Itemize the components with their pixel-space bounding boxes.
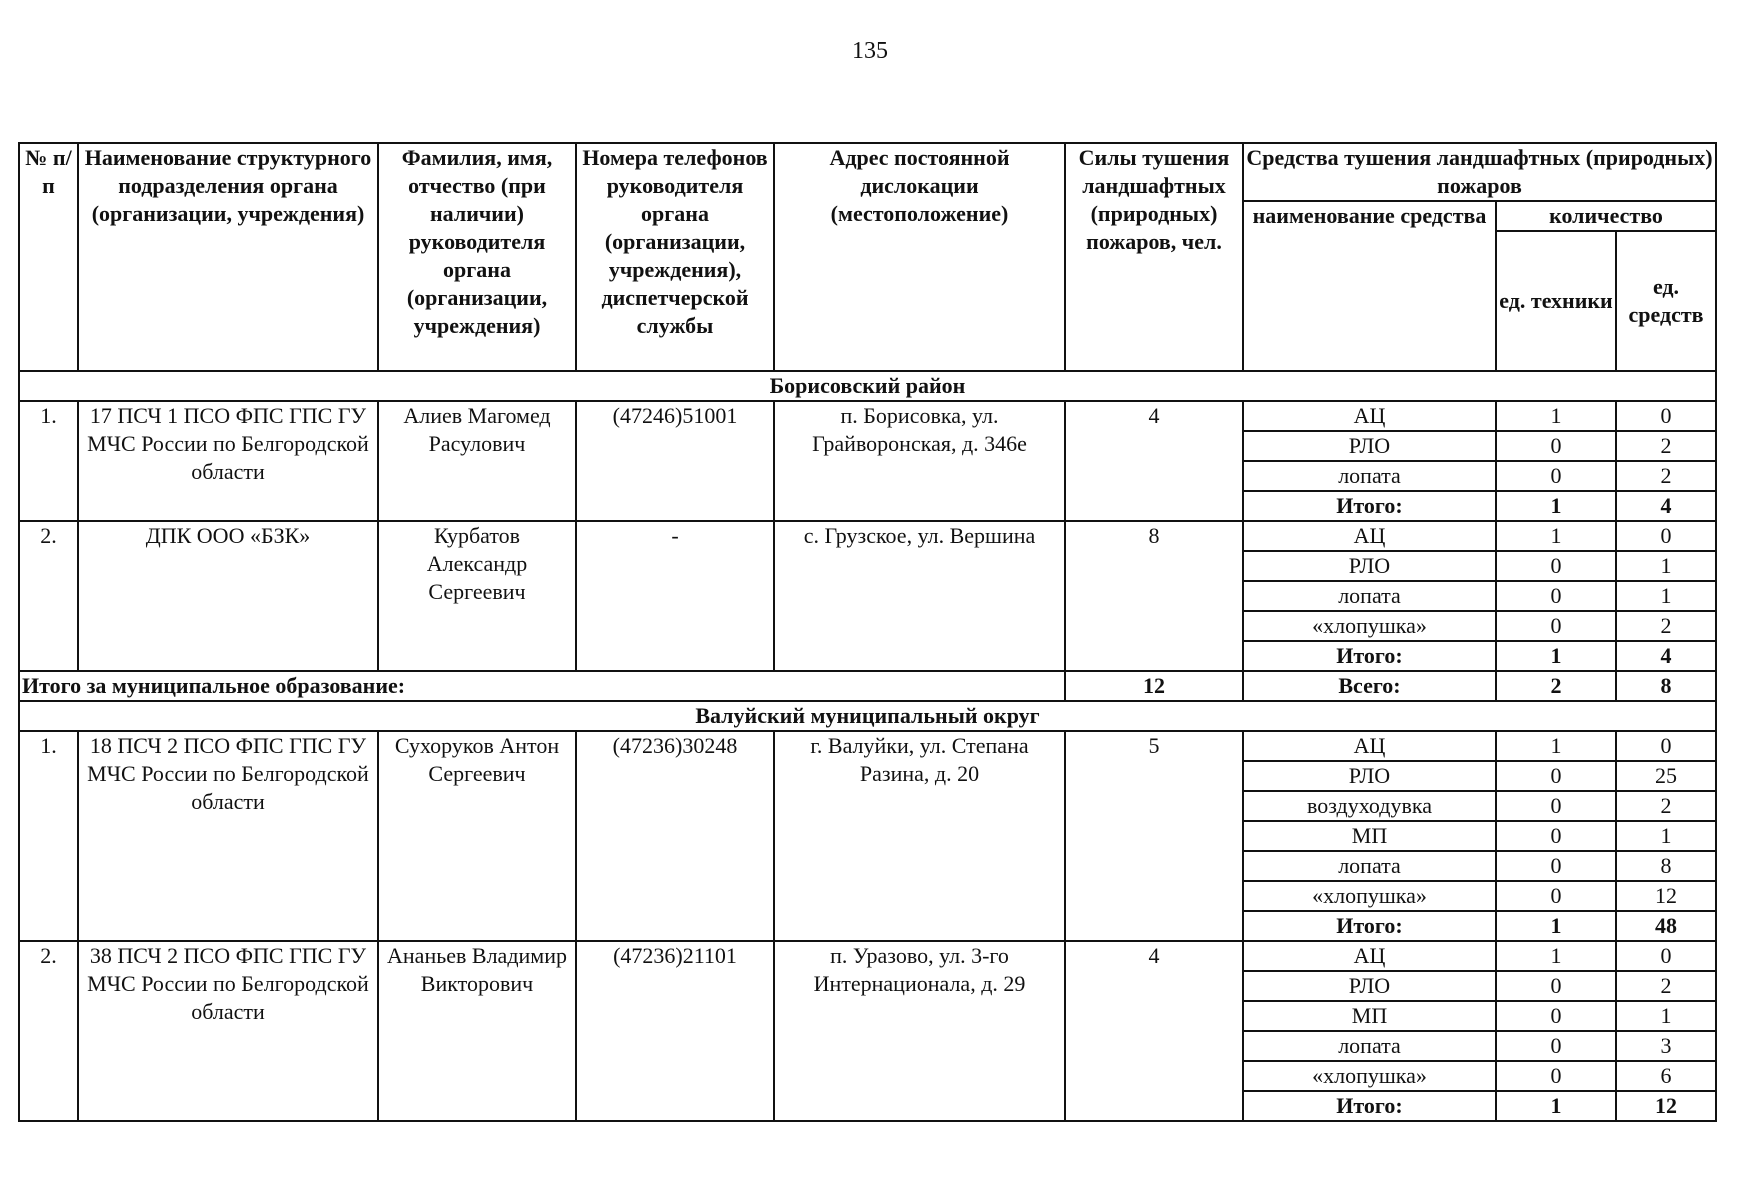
item-tech: 0 <box>1496 821 1616 851</box>
item-name: АЦ <box>1243 941 1496 971</box>
summary-means: 8 <box>1616 671 1716 701</box>
item-means: 8 <box>1616 851 1716 881</box>
entry-total-means: 4 <box>1616 491 1716 521</box>
entry-num: 1. <box>19 731 78 941</box>
item-name: АЦ <box>1243 731 1496 761</box>
entry-forces: 4 <box>1065 941 1243 1121</box>
item-name: АЦ <box>1243 401 1496 431</box>
item-means: 6 <box>1616 1061 1716 1091</box>
entry-total-tech: 1 <box>1496 491 1616 521</box>
header-address: Адрес постоянной дислокации (местоположение) <box>774 143 1065 371</box>
item-name: лопата <box>1243 581 1496 611</box>
item-means: 0 <box>1616 941 1716 971</box>
item-name: РЛО <box>1243 971 1496 1001</box>
item-name: «хлопушка» <box>1243 881 1496 911</box>
item-tech: 0 <box>1496 1061 1616 1091</box>
item-means: 2 <box>1616 791 1716 821</box>
header-means: Средства тушения ландшафтных (природных) пожаров <box>1243 143 1716 201</box>
item-means: 3 <box>1616 1031 1716 1061</box>
item-tech: 0 <box>1496 851 1616 881</box>
entry-num: 1. <box>19 401 78 521</box>
item-name: МП <box>1243 1001 1496 1031</box>
section-title: Валуйский муниципальный округ <box>19 701 1716 731</box>
entry-total-label: Итого: <box>1243 491 1496 521</box>
entry-phone: (47246)51001 <box>576 401 774 521</box>
item-means: 1 <box>1616 581 1716 611</box>
item-tech: 0 <box>1496 431 1616 461</box>
item-name: воздуходувка <box>1243 791 1496 821</box>
entry-total-tech: 1 <box>1496 911 1616 941</box>
entry-head: Алиев Магомед Расулович <box>378 401 576 521</box>
item-tech: 0 <box>1496 1031 1616 1061</box>
header-quantity: количество <box>1496 201 1716 231</box>
item-tech: 0 <box>1496 881 1616 911</box>
item-means: 2 <box>1616 611 1716 641</box>
item-means: 25 <box>1616 761 1716 791</box>
item-tech: 1 <box>1496 521 1616 551</box>
entry-phone: - <box>576 521 774 671</box>
item-name: лопата <box>1243 1031 1496 1061</box>
header-num: № п/п <box>19 143 78 371</box>
entry-address: п. Уразово, ул. 3-го Интернационала, д. 29 <box>774 941 1065 1121</box>
item-name: лопата <box>1243 851 1496 881</box>
entry-unit: 18 ПСЧ 2 ПСО ФПС ГПС ГУ МЧС России по Белгородской области <box>78 731 378 941</box>
entry-head: Сухоруков Антон Сергеевич <box>378 731 576 941</box>
item-tech: 0 <box>1496 791 1616 821</box>
item-tech: 1 <box>1496 731 1616 761</box>
item-means: 0 <box>1616 401 1716 431</box>
fire-resources-table <box>18 142 1717 1122</box>
entry-num: 2. <box>19 941 78 1121</box>
entry-total-means: 4 <box>1616 641 1716 671</box>
summary-total-label: Всего: <box>1243 671 1496 701</box>
entry-total-means: 12 <box>1616 1091 1716 1121</box>
item-means: 2 <box>1616 461 1716 491</box>
item-name: МП <box>1243 821 1496 851</box>
header-forces: Силы тушения ландшафтных (природных) пожаров, чел. <box>1065 143 1243 371</box>
entry-total-label: Итого: <box>1243 911 1496 941</box>
header-phones: Номера телефонов руководителя органа (организации, учреждения), диспетчерской службы <box>576 143 774 371</box>
item-tech: 0 <box>1496 551 1616 581</box>
summary-forces: 12 <box>1065 671 1243 701</box>
header-unit: Наименование структурного подразделения органа (организации, учреждения) <box>78 143 378 371</box>
item-tech: 0 <box>1496 971 1616 1001</box>
item-means: 0 <box>1616 521 1716 551</box>
section-title: Борисовский район <box>19 371 1716 401</box>
item-means: 12 <box>1616 881 1716 911</box>
item-name: «хлопушка» <box>1243 1061 1496 1091</box>
item-means: 2 <box>1616 971 1716 1001</box>
item-means: 1 <box>1616 1001 1716 1031</box>
entry-total-tech: 1 <box>1496 641 1616 671</box>
entry-address: п. Борисовка, ул. Грайворонская, д. 346е <box>774 401 1065 521</box>
item-tech: 0 <box>1496 611 1616 641</box>
item-means: 1 <box>1616 821 1716 851</box>
entry-total-means: 48 <box>1616 911 1716 941</box>
entry-forces: 5 <box>1065 731 1243 941</box>
item-means: 0 <box>1616 731 1716 761</box>
item-means: 2 <box>1616 431 1716 461</box>
entry-unit: 17 ПСЧ 1 ПСО ФПС ГПС ГУ МЧС России по Белгородской области <box>78 401 378 521</box>
item-name: лопата <box>1243 461 1496 491</box>
entry-num: 2. <box>19 521 78 671</box>
item-tech: 0 <box>1496 1001 1616 1031</box>
item-name: «хлопушка» <box>1243 611 1496 641</box>
entry-phone: (47236)30248 <box>576 731 774 941</box>
entry-head: Ананьев Владимир Викторович <box>378 941 576 1121</box>
summary-tech: 2 <box>1496 671 1616 701</box>
page-number: 135 <box>852 38 888 64</box>
entry-forces: 4 <box>1065 401 1243 521</box>
header-units-tech: ед. техники <box>1496 231 1616 371</box>
entry-total-label: Итого: <box>1243 1091 1496 1121</box>
item-name: РЛО <box>1243 761 1496 791</box>
entry-unit: ДПК ООО «БЗК» <box>78 521 378 671</box>
entry-address: г. Валуйки, ул. Степана Разина, д. 20 <box>774 731 1065 941</box>
item-tech: 0 <box>1496 581 1616 611</box>
entry-total-label: Итого: <box>1243 641 1496 671</box>
entry-head: Курбатов Александр Сергеевич <box>378 521 576 671</box>
entry-unit: 38 ПСЧ 2 ПСО ФПС ГПС ГУ МЧС России по Белгородской области <box>78 941 378 1121</box>
header-units-means: ед. средств <box>1616 231 1716 371</box>
item-means: 1 <box>1616 551 1716 581</box>
item-tech: 1 <box>1496 941 1616 971</box>
entry-address: с. Грузское, ул. Вершина <box>774 521 1065 671</box>
item-tech: 0 <box>1496 761 1616 791</box>
item-name: РЛО <box>1243 431 1496 461</box>
item-name: РЛО <box>1243 551 1496 581</box>
header-means-name: наименование средства <box>1243 201 1496 371</box>
item-name: АЦ <box>1243 521 1496 551</box>
header-head: Фамилия, имя, отчество (при наличии) руководителя органа (организации, учреждения) <box>378 143 576 371</box>
item-tech: 0 <box>1496 461 1616 491</box>
entry-phone: (47236)21101 <box>576 941 774 1121</box>
item-tech: 1 <box>1496 401 1616 431</box>
entry-forces: 8 <box>1065 521 1243 671</box>
entry-total-tech: 1 <box>1496 1091 1616 1121</box>
summary-label: Итого за муниципальное образование: <box>19 671 1065 701</box>
